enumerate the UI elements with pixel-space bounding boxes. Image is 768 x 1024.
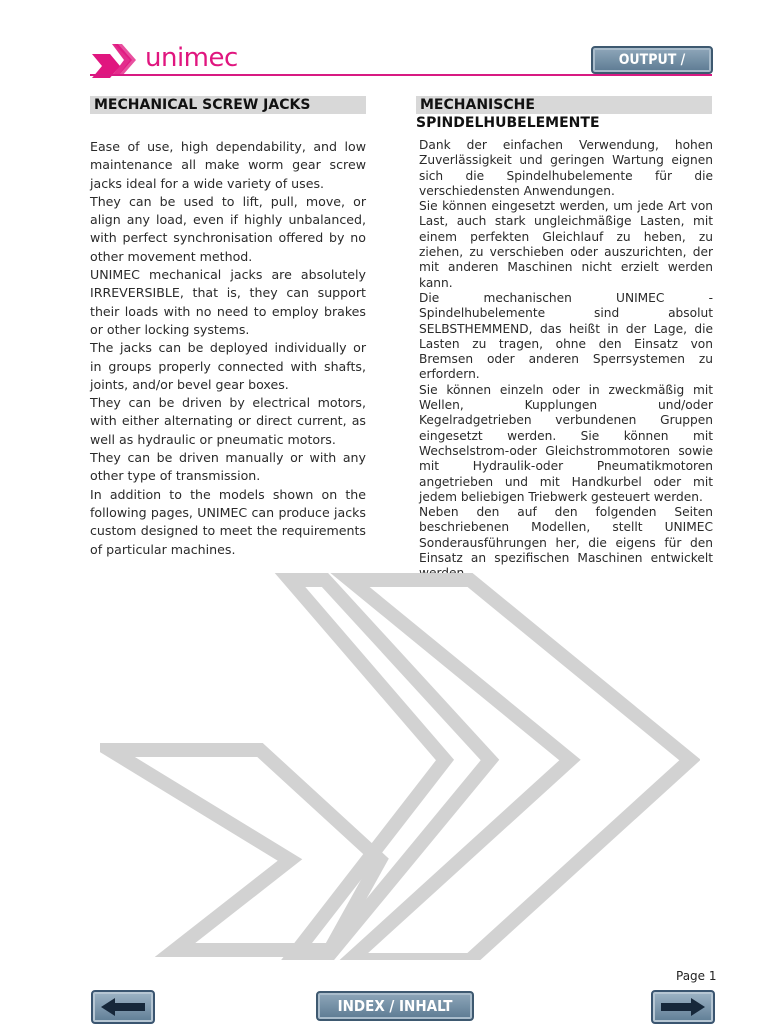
english-paragraph: In addition to the models shown on the following pages, UNIMEC can produce jacks custom designed to meet the requirements of particular machines.	[90, 486, 366, 557]
arrow-left-icon	[101, 998, 145, 1016]
german-paragraph: Sie können einzeln oder in zweckmäßig mit Wellen, Kupplungen und/oder Kegelradgetrieben verbundenen Gruppen eingesetzt werden. Sie können mit Wechselstrom-oder Gleichstrommotoren sowie mit Hydraulik-oder Pneumatikmotoren angetrieben und mit Handkurbel oder mit jedem beliebigen Triebwerk gesteuert werden.	[419, 382, 713, 504]
heading-german	[416, 96, 712, 131]
page-number: Page 1	[676, 969, 717, 983]
heading-german-text: MECHANISCHE SPINDELHUBELEMENTE	[416, 97, 600, 131]
german-paragraph: Sie können eingesetzt werden, um jede Art von Last, auch stark ungleichmäßige Lasten, mit einem perfekten Gleichlauf zu heben, zu ziehen, zu verschieben oder auszurichten, der mit anderen Maschinen nicht erzielt werden kann.	[419, 199, 713, 290]
chevron-watermark-icon	[100, 570, 700, 960]
heading-english-text: MECHANICAL SCREW JACKS	[94, 97, 311, 113]
heading-english	[90, 96, 366, 114]
index-button[interactable]: INDEX / INHALT	[316, 991, 474, 1021]
german-paragraph: Dank der einfachen Verwendung, hohen Zuverlässigkeit und geringen Wartung eignen sich die Spindelhubelemente für die verschiedensten Anwendungen.	[419, 138, 713, 198]
arrow-right-icon	[661, 998, 705, 1016]
english-paragraph: They can be driven by electrical motors, with either alternating or direct current, as well as hydraulic or pneumatic motors.	[90, 395, 366, 447]
english-paragraph: They can be driven manually or with any other type of transmission.	[90, 450, 366, 484]
previous-page-button[interactable]	[91, 990, 155, 1024]
german-paragraph: Die mechanischen UNIMEC - Spindelhubelemente sind absolut SELBSTHEMMEND, das heißt in der Lage, die Lasten zu tragen, ohne den Einsatz von Bremsen oder anderen Sperrsystemen zu erfordern.	[419, 290, 713, 382]
header-rule	[90, 74, 712, 76]
english-paragraph: The jacks can be deployed individually or in groups properly connected with shafts, joints, and/or bevel gear boxes.	[90, 340, 366, 392]
next-page-button[interactable]	[651, 990, 715, 1024]
brand-name: unimec	[145, 43, 238, 73]
english-paragraph: UNIMEC mechanical jacks are absolutely IRREVERSIBLE, that is, they can support their loads with no need to employ brakes or other locking systems.	[90, 267, 366, 337]
german-column	[419, 138, 713, 582]
english-paragraph: Ease of use, high dependability, and low maintenance all make worm gear screw jacks ideal for a wide variety of uses.	[90, 139, 366, 191]
german-paragraph: Neben den auf den folgenden Seiten beschriebenen Modellen, stellt UNIMEC Sonderausführungen her, die eigens für den Einsatz an spezifischen Maschinen entwickelt werden.	[419, 505, 713, 581]
section-badge: OUTPUT / AUSGABE	[591, 46, 713, 74]
english-paragraph: They can be used to lift, pull, move, or align any load, even if highly unbalanced, with perfect synchronisation offered by no other movement method.	[90, 193, 366, 264]
english-column	[90, 138, 366, 559]
